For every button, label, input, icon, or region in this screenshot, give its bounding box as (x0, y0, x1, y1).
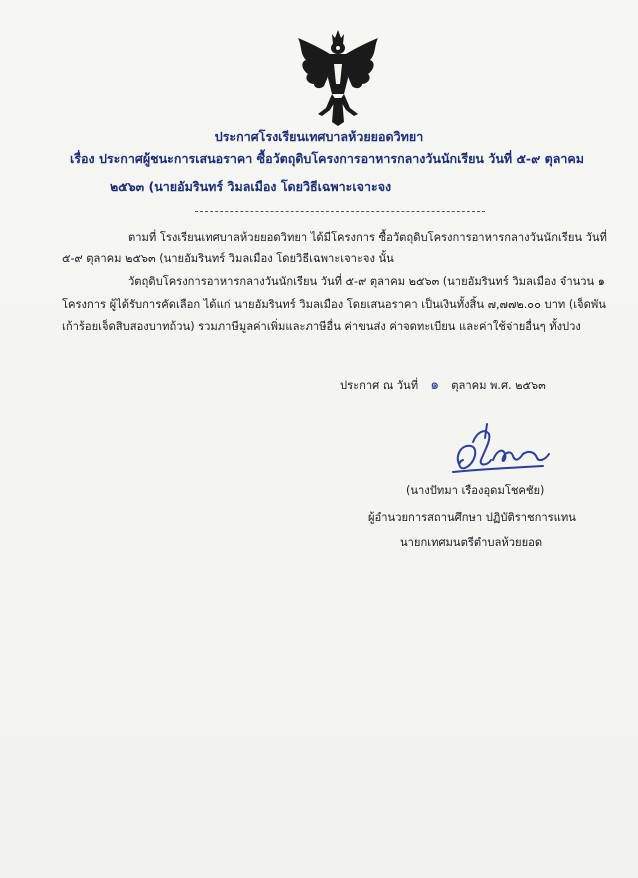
announcement-day: ๑ (430, 377, 440, 393)
body-line-3: วัตถุดิบโครงการอาหารกลางวันนักเรียน วันที่ ๕-๙ ตุลาคม ๒๕๖๓ (นายอัมรินทร์ วิมลเมือง จำนวน ๑ (128, 275, 605, 288)
announcement-prefix: ประกาศ ณ วันที่ (340, 379, 419, 392)
body-line-5: เก้าร้อยเจ็ดสิบสองบาทถ้วน) รวมภาษีมูลค่าเพิ่มและภาษีอื่น ค่าขนส่ง ค่าจดทะเบียน และค่าใช้จ่ายอื่นๆ ทั้งปวง (62, 320, 581, 333)
handwritten-signature (445, 420, 555, 480)
body-line-2: ๕-๙ ตุลาคม ๒๕๖๓ (นายอัมรินทร์ วิมลเมือง โดยวิธีเฉพาะเจาะจง นั้น (62, 252, 394, 265)
document-title: ประกาศโรงเรียนเทศบาลห้วยยอดวิทยา (214, 129, 424, 144)
body-line-4: โครงการ ผู้ได้รับการคัดเลือก ได้แก่ นายอัมรินทร์ วิมลเมือง โดยเสนอราคา เป็นเงินทั้งสิ้น ๗,๗๗๒.๐๐ บาท (เจ็ดพัน (62, 298, 606, 311)
announcement-month-year: ตุลาคม พ.ศ. ๒๕๖๓ (451, 379, 546, 392)
body-line-1: ตามที่ โรงเรียนเทศบาลห้วยยอดวิทยา ได้มีโครงการ ซื้อวัตถุดิบโครงการอาหารกลางวันนักเรียน วันที่ (128, 231, 607, 244)
subject-line-1: เรื่อง ประกาศผู้ชนะการเสนอราคา ซื้อวัตถุดิบโครงการอาหารกลางวันนักเรียน วันที่ ๕-๙ ตุลาคม (70, 151, 585, 166)
garuda-emblem-icon (292, 28, 384, 128)
divider (195, 211, 485, 212)
subject-line-2: ๒๕๖๓ (นายอัมรินทร์ วิมลเมือง โดยวิธีเฉพาะเจาะจง (110, 179, 392, 194)
signatory-position-1: ผู้อำนวยการสถานศึกษา ปฏิบัติราชการแทน (368, 511, 576, 524)
signatory-name: (นางปัทมา เรืองอุดมโชคชัย) (406, 484, 545, 497)
signatory-position-2: นายกเทศมนตรีตำบลห้วยยอด (400, 536, 543, 549)
announcement-date (340, 376, 546, 395)
